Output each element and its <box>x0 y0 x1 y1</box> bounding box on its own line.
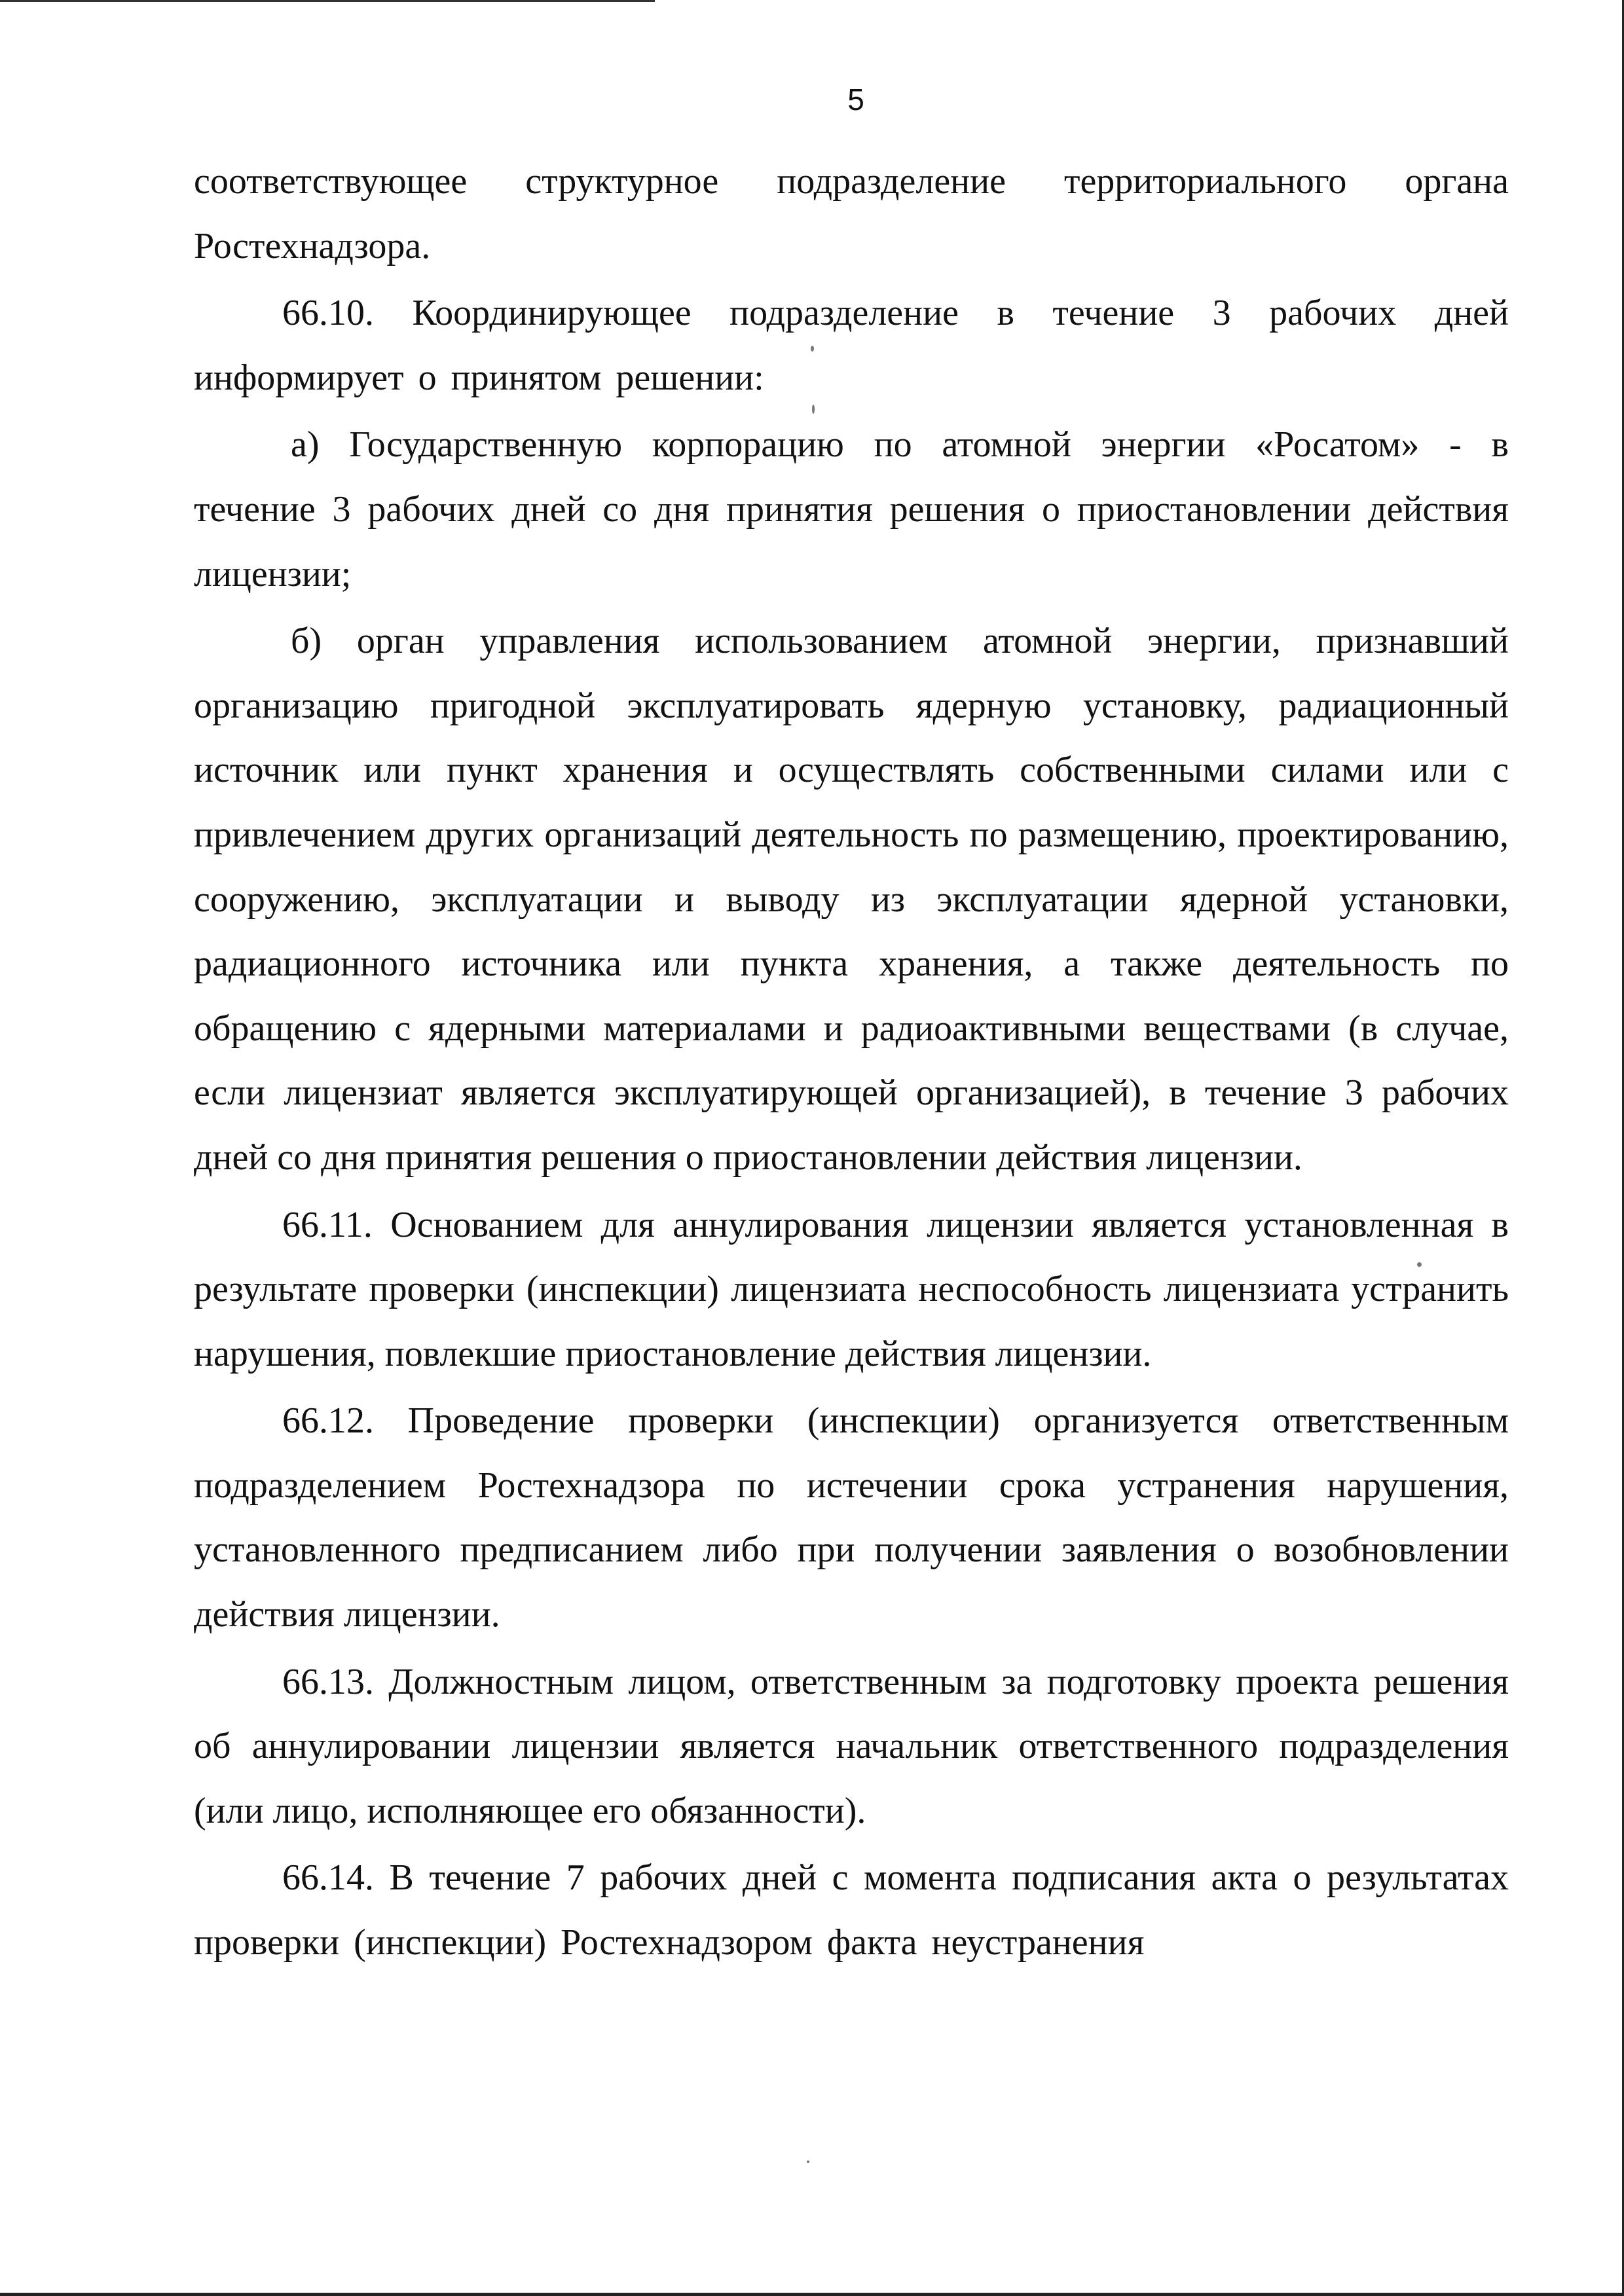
document-body <box>194 149 1509 1975</box>
paragraph-66-14: 66.14. В течение 7 рабочих дней с момента подписания акта о результатах проверки (инспекции) Ростехнадзором факта неустранения <box>194 1857 1509 1963</box>
scan-speck <box>807 2160 809 2163</box>
paragraph-66-12: 66.12. Проведение проверки (инспекции) организуется ответственным подразделением Ростехнадзора по истечении срока устранения нарушения, установленного предписанием либо при получении заявления о возобновлении действия лицензии. <box>194 1400 1509 1635</box>
paragraph-66-11: 66.11. Основанием для аннулирования лицензии является установленная в результате проверки (инспекции) лицензиата неспособность лицензиата устранить нарушения, повлекшие приостановление действия лицензии. <box>194 1204 1509 1374</box>
page-number: 5 <box>847 82 864 117</box>
paragraph-66-13: 66.13. Должностным лицом, ответственным за подготовку проекта решения об аннулировании лицензии является начальник ответственного подразделения (или лицо, исполняющее его обязанности). <box>194 1661 1509 1831</box>
scan-edge-bottom <box>0 2293 1624 2296</box>
paragraph-continuation: соответствующее структурное подразделение территориального органа Ростехнадзора. <box>194 161 1509 266</box>
scan-edge-top <box>0 0 655 2</box>
paragraph-66-10: 66.10. Координирующее подразделение в течение 3 рабочих дней информирует о принятом решении: <box>194 293 1509 398</box>
list-item-b: б) орган управления использованием атомной энергии, признавший организацию пригодной эксплуатировать ядерную установку, радиационный источник или пункт хранения и осуществлять собственными силами или с привлечением других организаций деятельность по размещению, проектированию, сооружению, эксплуатации и выводу из эксплуатации ядерной установки, радиационного источника или пункта хранения, а также деятельность по обращению с ядерными материалами и радиоактивными веществами (в случае, если лицензиат является эксплуатирующей организацией), в течение 3 рабочих дней со дня принятия решения о приостановлении действия лицензии. <box>194 621 1509 1178</box>
list-item-a: а) Государственную корпорацию по атомной энергии «Росатом» - в течение 3 рабочих дней со дня принятия решения о приостановлении действия лицензии; <box>194 424 1509 594</box>
